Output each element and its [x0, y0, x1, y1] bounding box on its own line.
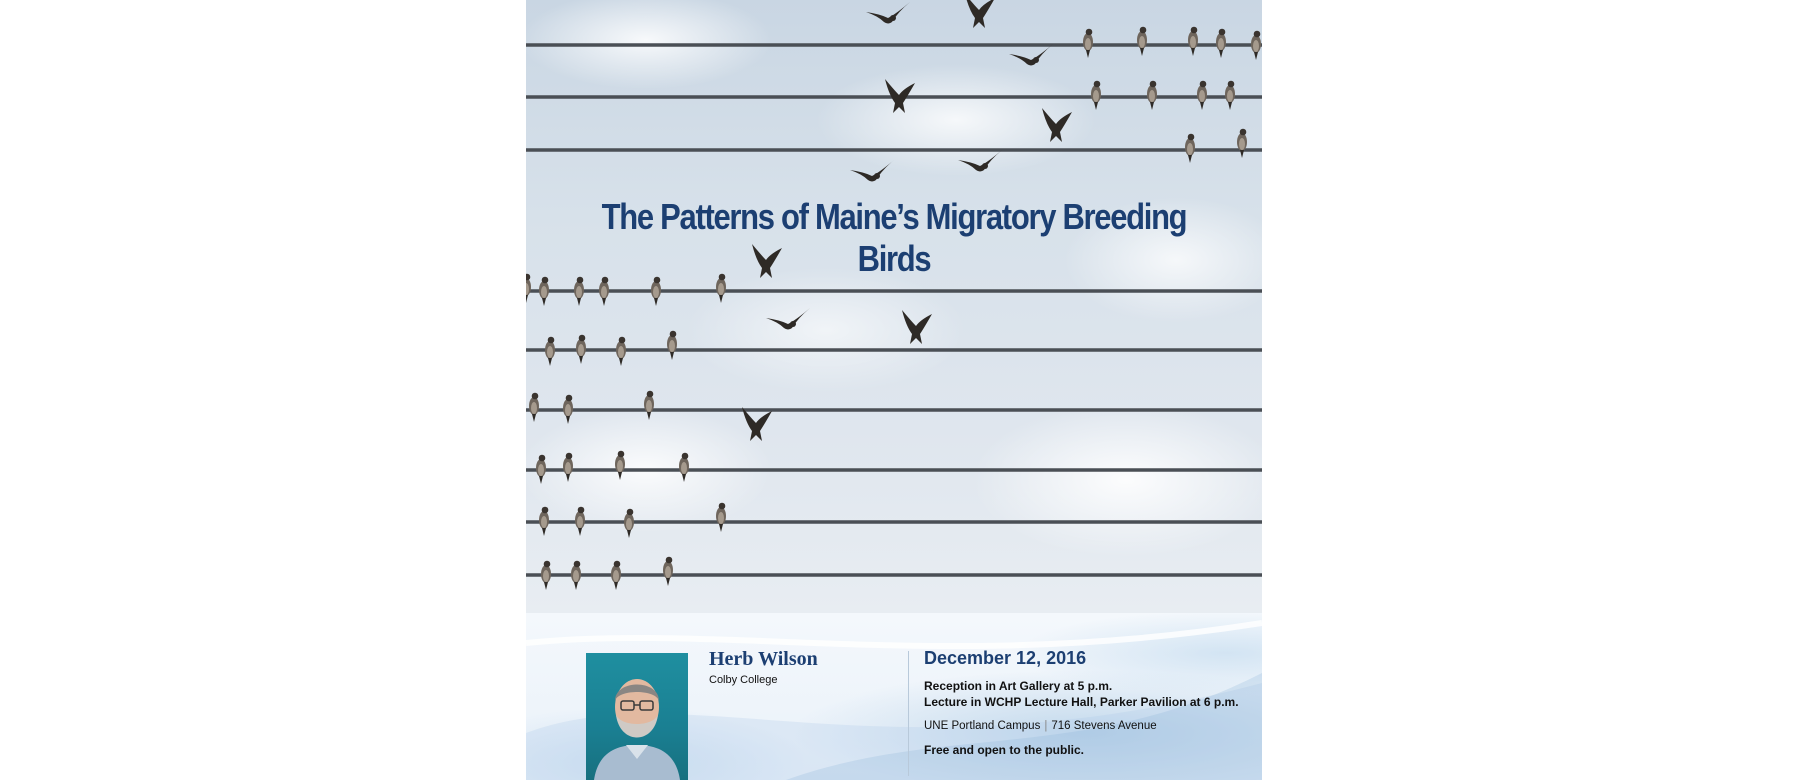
divider	[908, 651, 909, 776]
admission-note: Free and open to the public.	[924, 743, 1085, 757]
event-poster	[526, 0, 1262, 780]
venue-info	[924, 720, 1157, 732]
lecture-info: Lecture in WCHP Lecture Hall, Parker Pavilion at 6 p.m.	[924, 695, 1239, 709]
sky-background	[526, 0, 1262, 613]
speaker-name: Herb Wilson	[709, 648, 818, 670]
speaker-affiliation: Colby College	[709, 674, 778, 686]
campus-name: UNE Portland Campus	[924, 720, 1041, 732]
speaker-portrait-illustration	[586, 653, 688, 780]
power-lines	[526, 45, 1262, 575]
reception-info: Reception in Art Gallery at 5 p.m.	[924, 679, 1113, 693]
event-details-panel	[526, 613, 1262, 780]
event-date: December 12, 2016	[924, 648, 1087, 668]
poster-title: The Patterns of Maine’s Migratory Breeding Birds	[601, 196, 1187, 279]
street-address: 716 Stevens Avenue	[1051, 720, 1157, 732]
birds-on-wires-illustration	[526, 0, 1262, 613]
speaker-photo	[586, 653, 688, 780]
venue-separator: |	[1044, 720, 1048, 732]
